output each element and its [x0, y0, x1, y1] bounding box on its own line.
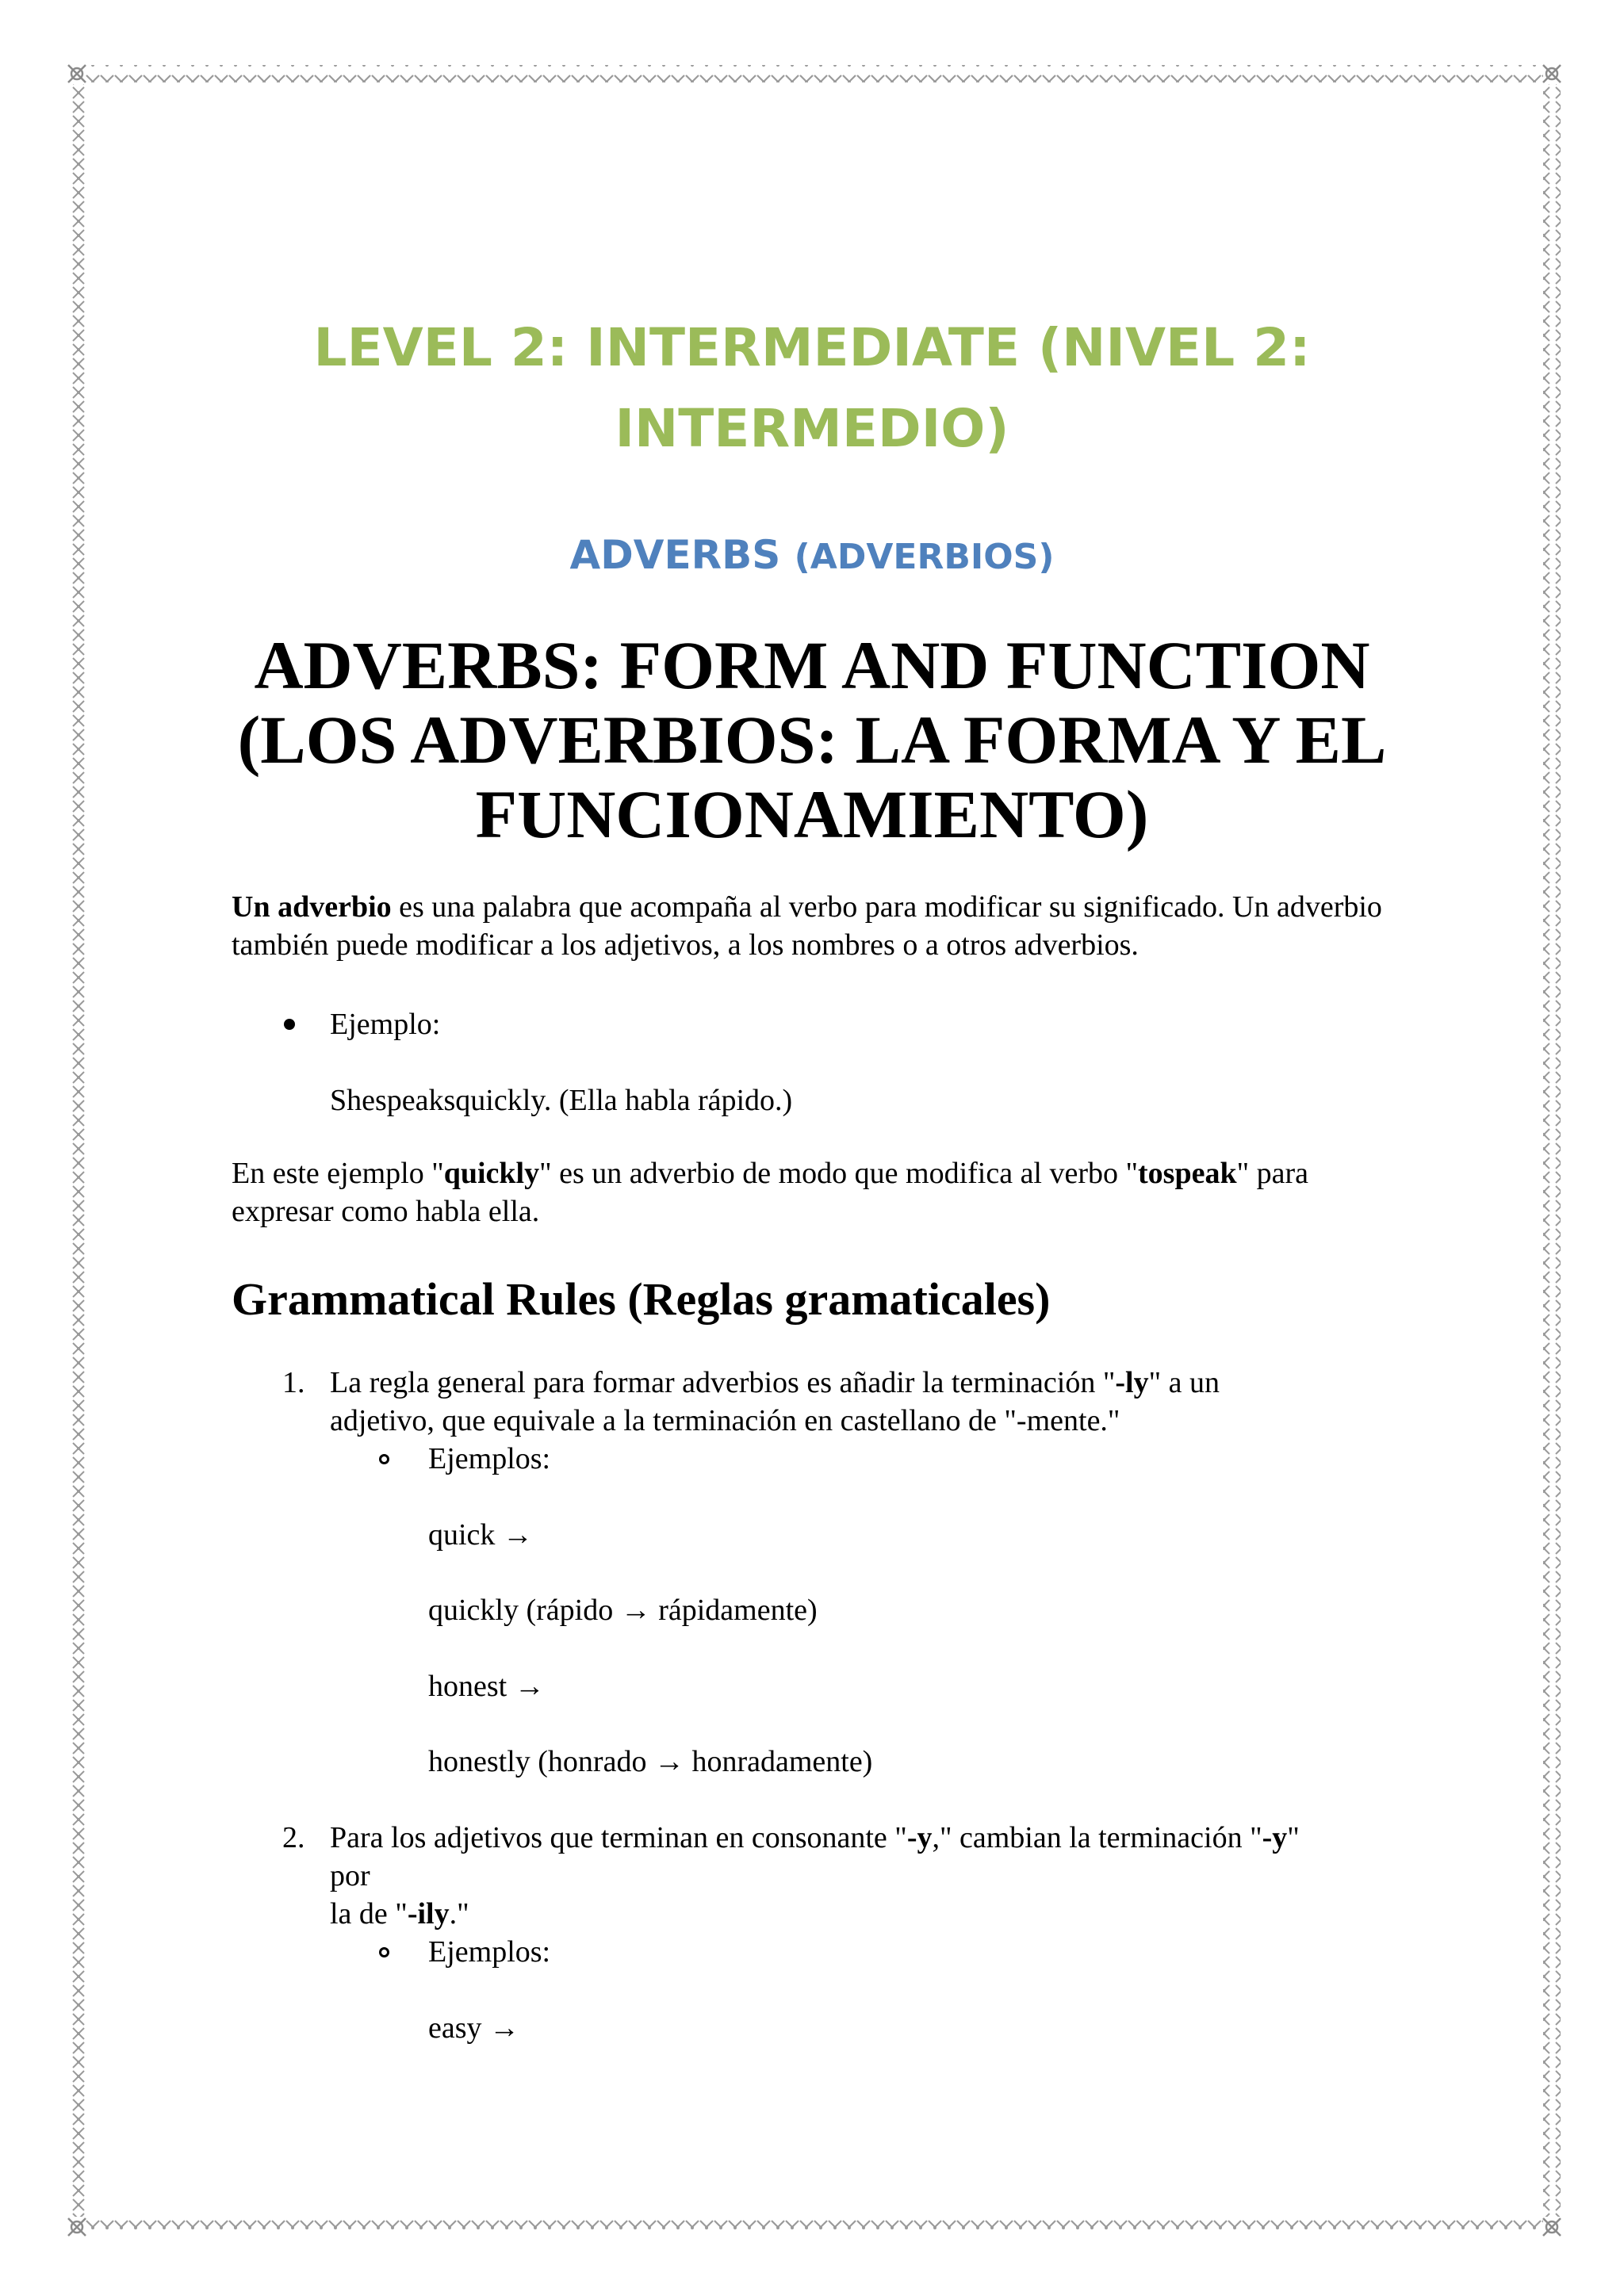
rule-1-text-b: " a un	[1148, 1366, 1220, 1399]
rule-2-text	[330, 1819, 1440, 1857]
explanation-text-1: En este ejemplo "	[232, 1157, 444, 1190]
rule-2-text-a: Para los adjetivos que terminan en consonante "	[330, 1821, 907, 1854]
intro-paragraph	[232, 888, 1405, 964]
rule-1-text	[330, 1364, 1440, 1402]
explanation-term-1: quickly	[443, 1157, 540, 1190]
section-title-main: ADVERBS	[569, 532, 781, 578]
explanation-term-2: tospeak	[1138, 1157, 1237, 1190]
rule-2-example: easy →	[428, 2011, 520, 2045]
rule-2-text-b: ," cambian la terminación "	[932, 1821, 1262, 1854]
rule-2-text-e: ."	[449, 1897, 469, 1931]
intro-term: Un adverbio	[232, 890, 392, 924]
bullet-icon	[284, 1019, 295, 1030]
example-sentence: Shespeaksquickly. (Ella habla rápido.)	[330, 1084, 793, 1117]
intro-definition: es una palabra que acompaña al verbo para modificar su significado. Un adverbio también puede modificar a los adjetivos, a los nombres o a otros adverbios.	[232, 890, 1382, 962]
rule-2-suffix-b: -y	[1262, 1821, 1288, 1854]
bullet-example-label: Ejemplo:	[330, 1008, 441, 1041]
rule-2-examples-label: Ejemplos:	[428, 1935, 551, 1969]
rule-2-suffix-c: -ily	[407, 1897, 450, 1931]
rule-2-text-c: "	[1287, 1821, 1300, 1854]
rule-2-text-d: la de "	[330, 1897, 408, 1931]
explanation-text-3: " para expresar como habla ella.	[232, 1157, 1309, 1228]
rule-2-suffix-a: -y	[906, 1821, 933, 1854]
rule-2-number: 2.	[282, 1821, 305, 1854]
rule-2-text-line-2: por	[330, 1859, 370, 1892]
explanation-paragraph	[232, 1154, 1405, 1230]
rule-1-number: 1.	[282, 1366, 305, 1399]
main-heading: ADVERBS: FORM AND FUNCTION (LOS ADVERBIOS: LA FORMA Y EL FUNCIONAMIENTO)	[237, 627, 1387, 852]
rule-1-example: honest →	[428, 1670, 545, 1703]
rule-1-suffix: -ly	[1115, 1366, 1149, 1399]
circle-bullet-icon	[379, 1454, 389, 1464]
rule-1-example: quick →	[428, 1518, 533, 1552]
rule-1-text-a: La regla general para formar adverbios es añadir la terminación "	[330, 1366, 1116, 1399]
rule-1-example: quickly (rápido → rápidamente)	[428, 1594, 818, 1627]
section-title-translation: (ADVERBIOS)	[794, 537, 1055, 577]
rule-2-text-line-3	[330, 1895, 1440, 1933]
rules-heading: Grammatical Rules (Reglas gramaticales)	[232, 1273, 1051, 1325]
rule-1-text-line-2: adjetivo, que equivale a la terminación en castellano de "-mente."	[330, 1404, 1120, 1437]
rule-1-examples-label: Ejemplos:	[428, 1442, 551, 1475]
explanation-text-2: " es un adverbio de modo que modifica al verbo "	[539, 1157, 1139, 1190]
circle-bullet-icon	[379, 1947, 389, 1957]
level-title: LEVEL 2: INTERMEDIATE (NIVEL 2: INTERMEDIO)	[313, 317, 1311, 459]
rule-1-example: honestly (honrado → honradamente)	[428, 1745, 873, 1778]
section-title	[159, 527, 1465, 585]
